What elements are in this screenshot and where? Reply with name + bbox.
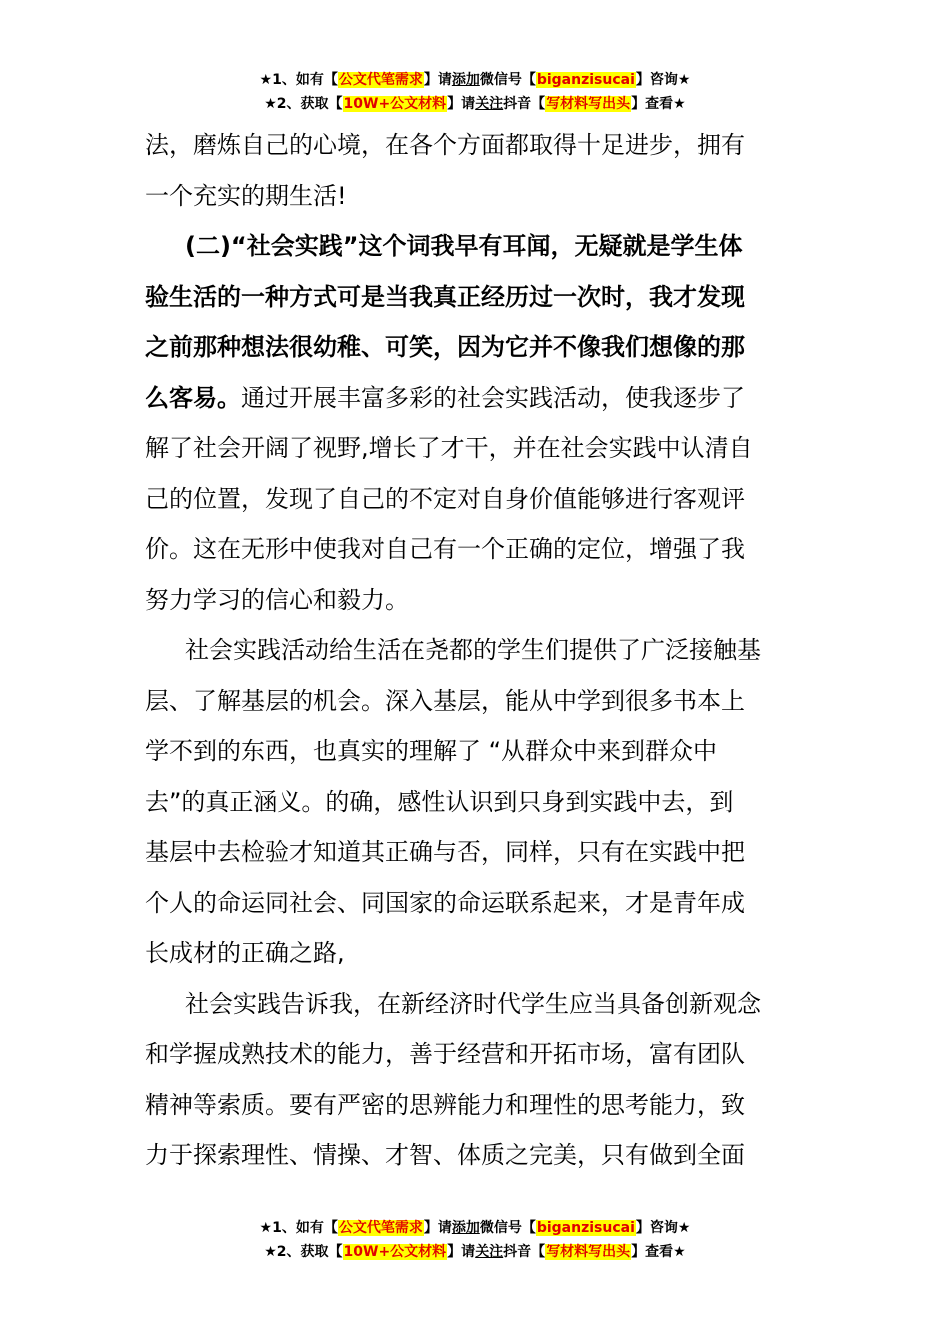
- text-line: 己的位置，发现了自己的不定对自身价值能够进行客观评: [145, 484, 745, 513]
- banner-text: 】咨询★: [635, 72, 691, 88]
- text-line: 社会实践告诉我，在新经济时代学生应当具备创新观念: [185, 989, 761, 1018]
- banner-underline: 添加: [451, 1220, 480, 1236]
- banner-highlight: biganzisucai: [536, 1220, 635, 1236]
- banner-text: 】咨询★: [635, 1220, 691, 1236]
- paragraph-social-practice: [145, 221, 805, 625]
- banner-text: 微信号【: [479, 72, 536, 88]
- text-line: 力于探索理性、情操、才智、体质之完美，只有做到全面: [145, 1141, 745, 1169]
- text-line: 精神等索质。要有严密的思辨能力和理性的思考能力，致: [145, 1090, 745, 1119]
- banner-text: 】请: [447, 1244, 476, 1260]
- banner-highlight: 写材料写出头: [546, 96, 631, 112]
- banner-text: 】请: [423, 1220, 452, 1236]
- footer-banner: [0, 1216, 950, 1264]
- text-line-bold: 之前那种想法很幼稚、可笑，因为它并不像我们想像的那: [145, 333, 745, 361]
- text-line: 一个充实的期生活!: [145, 181, 347, 210]
- banner-text: 】查看★: [631, 96, 686, 112]
- banner-text: ★2、获取【: [264, 96, 343, 112]
- text-line: 层、了解基层的机会。深入基层，能从中学到很多书本上: [145, 686, 745, 715]
- banner-line-1: [0, 68, 950, 92]
- text-line-bold: (二)“社会实践”这个词我早有耳闻，无疑就是学生体: [185, 232, 743, 260]
- banner-text: 】查看★: [631, 1244, 686, 1260]
- banner-highlight: 写材料写出头: [546, 1244, 631, 1260]
- banner-text: ★1、如有【: [259, 1220, 338, 1236]
- paragraph-continued: [145, 120, 805, 221]
- text-line-bold: 验生活的一种方式可是当我真正经历过一次时，我才发现: [145, 282, 745, 311]
- paragraph-grassroots: [145, 625, 805, 979]
- banner-underline: 关注: [475, 96, 504, 112]
- banner-underline: 添加: [451, 72, 480, 88]
- bold-tail: 么客易。: [145, 383, 241, 412]
- banner-line-1: [0, 1216, 950, 1240]
- banner-line-2: [0, 1240, 950, 1264]
- text-line: 法，磨炼自己的心境，在各个方面都取得十足进步，拥有: [145, 131, 745, 159]
- banner-text: 微信号【: [479, 1220, 536, 1236]
- banner-highlight: biganzisucai: [536, 72, 635, 88]
- text-line: 和学握成熟技术的能力，善于经营和开拓市场，富有团队: [145, 1040, 745, 1068]
- text-line: 学不到的东西，也真实的理解了 “从群众中来到群众中: [145, 737, 718, 765]
- text-line: 去”的真正涵义。的确，感性认识到只身到实践中去，到: [145, 787, 734, 816]
- banner-text: ★2、获取【: [264, 1244, 343, 1260]
- banner-highlight: 10W+公文材料: [343, 96, 447, 112]
- text-line: 社会实践活动给生活在尧都的学生们提供了广泛接触基: [185, 636, 761, 664]
- banner-text: 抖音【: [503, 96, 546, 112]
- text-line: 长成材的正确之路,: [145, 939, 345, 967]
- banner-line-2: [0, 92, 950, 116]
- text-line: 基层中去检验才知道其正确与否，同样，只有在实践中把: [145, 838, 745, 866]
- text-line: 解了社会开阔了视野,增长了才干，并在社会实践中认清自: [145, 434, 753, 462]
- text-line: 个人的命运同社会、同国家的命运联系起来，才是青年成: [145, 888, 745, 917]
- banner-text: 】请: [423, 72, 452, 88]
- header-banner: [0, 68, 950, 116]
- banner-text: 抖音【: [503, 1244, 546, 1260]
- text-line: 努力学习的信心和毅力。: [145, 585, 409, 614]
- banner-highlight: 公文代笔需求: [338, 1220, 423, 1236]
- text-line: 价。这在无形中使我对自己有一个正确的定位，增强了我: [145, 535, 745, 563]
- paragraph-new-economy: [145, 979, 805, 1181]
- banner-text: ★1、如有【: [259, 72, 338, 88]
- banner-highlight: 10W+公文材料: [343, 1244, 447, 1260]
- banner-highlight: 公文代笔需求: [338, 72, 423, 88]
- banner-underline: 关注: [475, 1244, 504, 1260]
- normal-tail: 通过开展丰富多彩的社会实践活动，使我逐步了: [241, 383, 745, 412]
- text-line-mixed: [145, 373, 805, 424]
- banner-text: 】请: [447, 96, 476, 112]
- document-body: [145, 120, 805, 1181]
